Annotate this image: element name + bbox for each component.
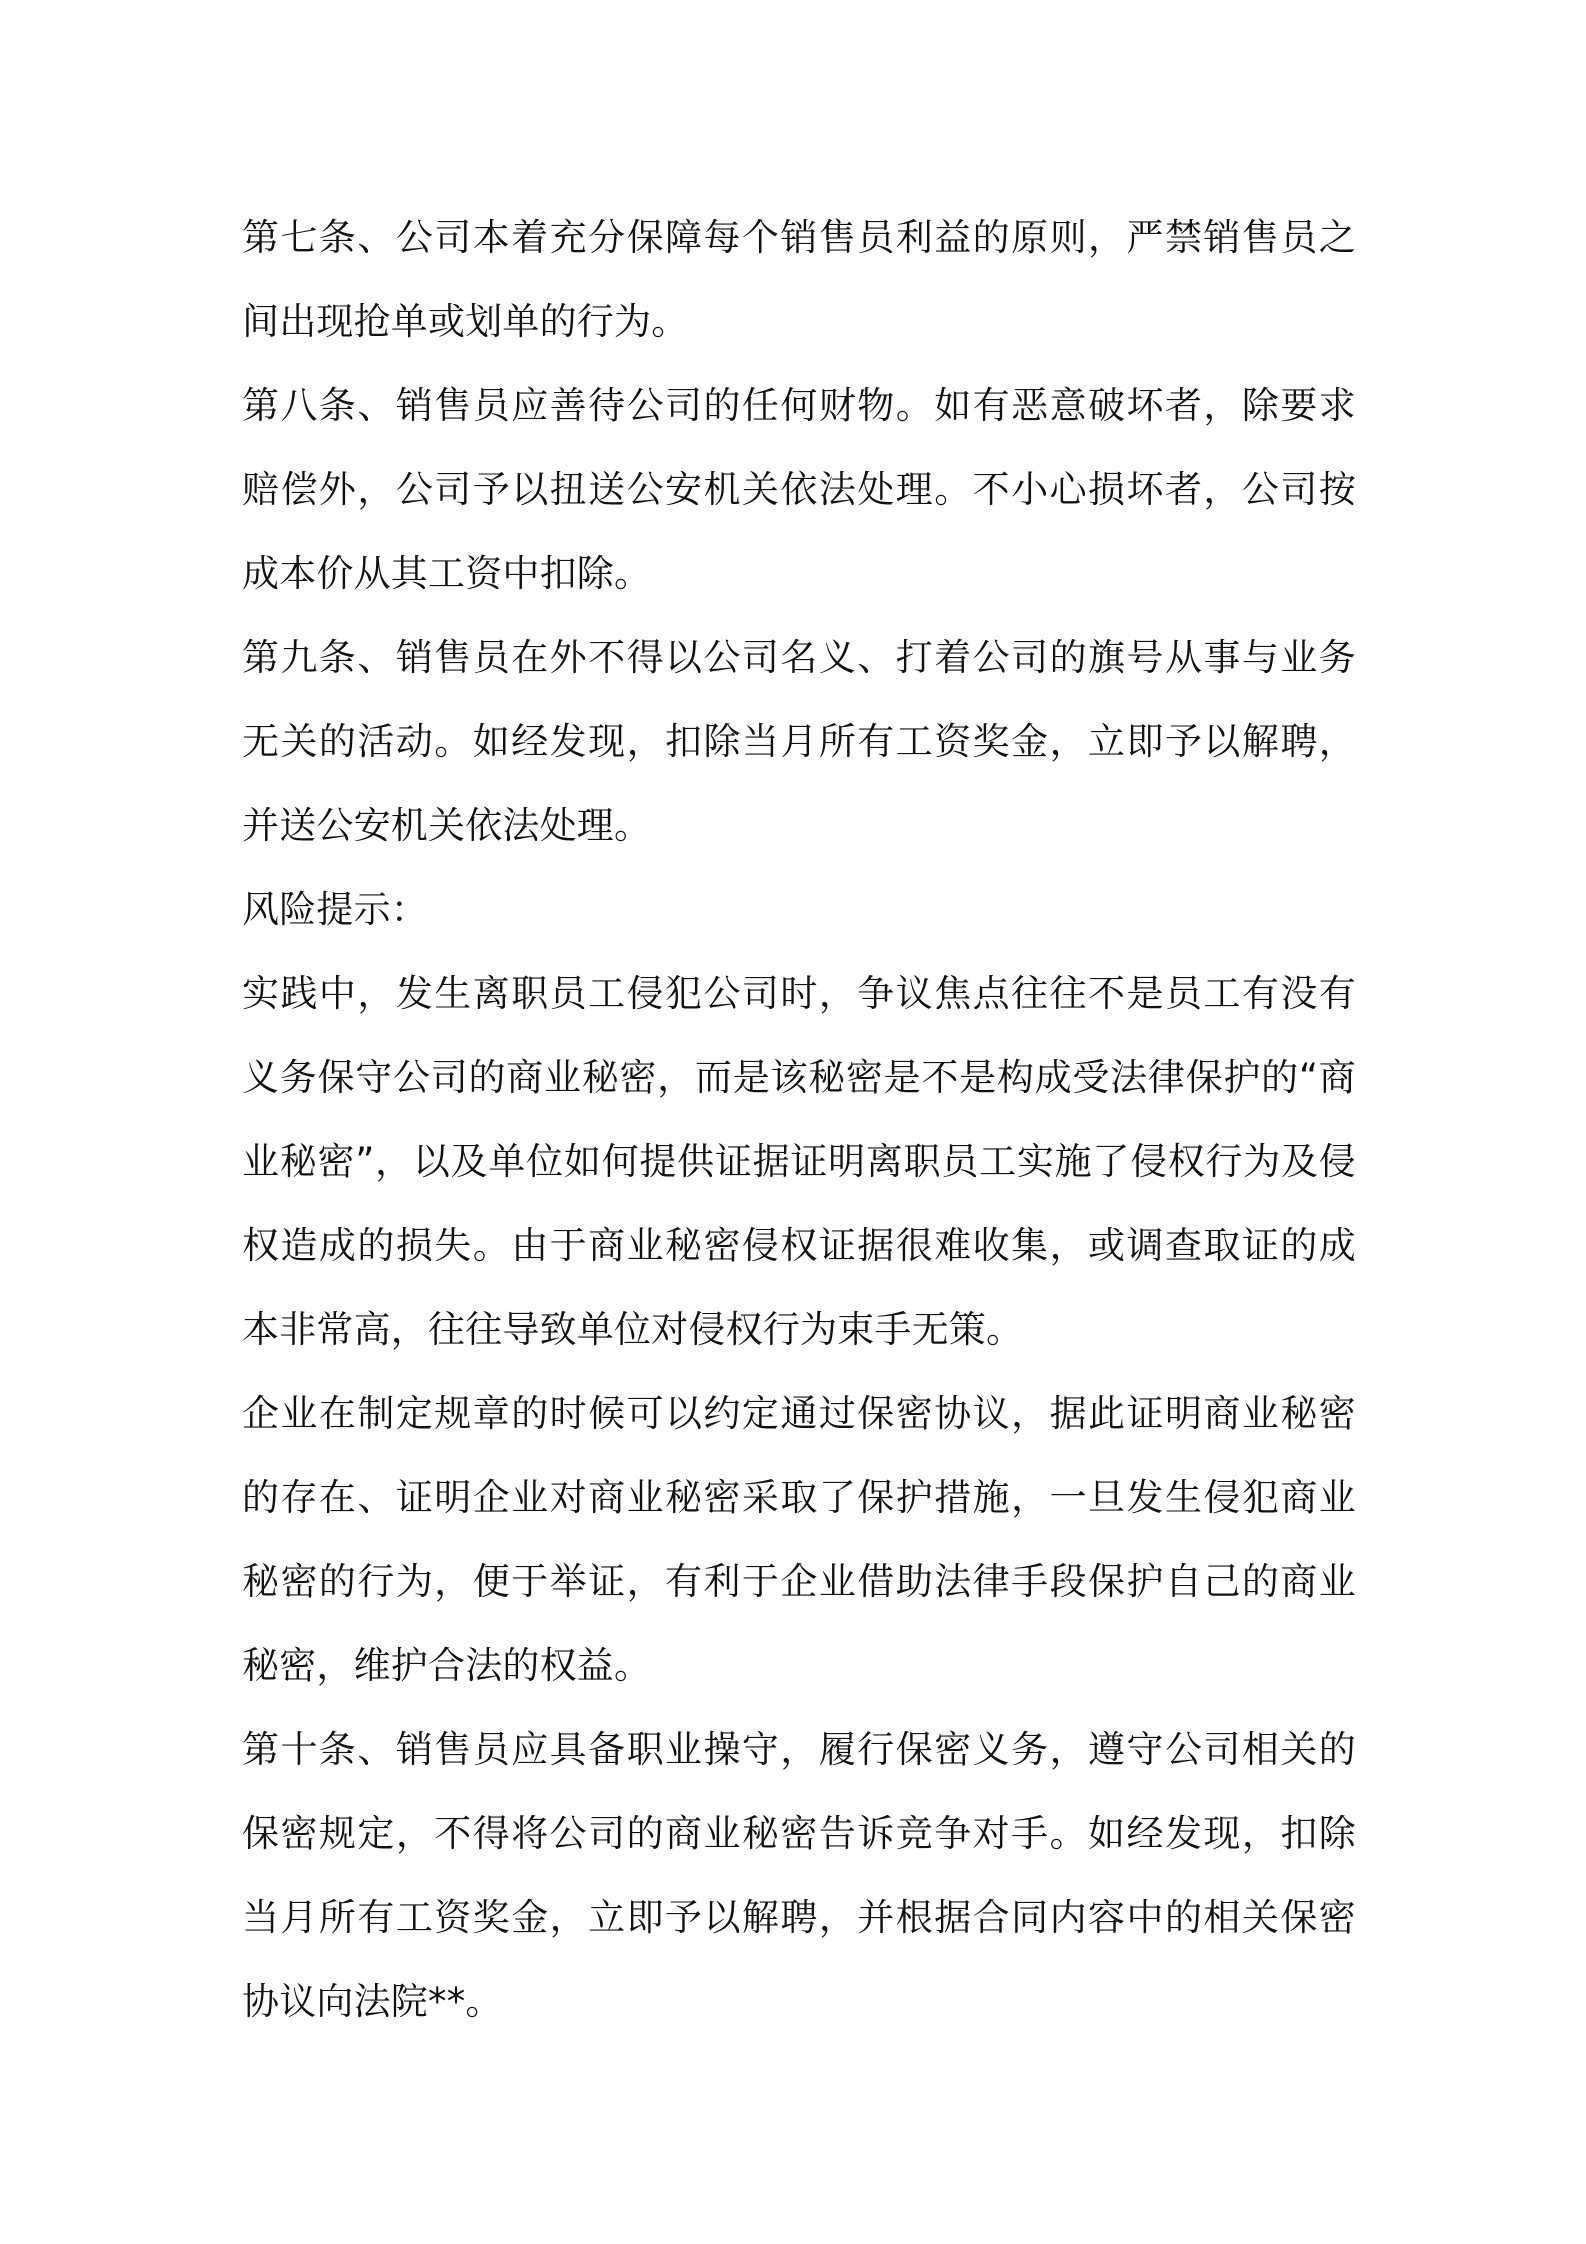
risk-notice-heading: 风险提示： bbox=[242, 888, 428, 931]
article-9-paragraph: 第九条、销售员在外不得以公司名义、打着公司的旗号从事与业务无关的活动。如经发现，扣除当月所有工资奖金，立即予以解聘，并送公安机关依法处理。 bbox=[242, 636, 1356, 847]
article-7-paragraph: 第七条、公司本着充分保障每个销售员利益的原则，严禁销售员之间出现抢单或划单的行为。 bbox=[242, 216, 1356, 343]
risk-notice-paragraph-1: 实践中，发生离职员工侵犯公司时，争议焦点往往不是员工有没有义务保守公司的商业秘密，而是该秘密是不是构成受法律保护的“商业秘密”，以及单位如何提供证据证明离职员工实施了侵权行为及侵权造成的损失。由于商业秘密侵权证据很难收集，或调查取证的成本非常高，往往导致单位对侵权行为束手无策。 bbox=[242, 972, 1356, 1351]
risk-notice-paragraph-2: 企业在制定规章的时候可以约定通过保密协议，据此证明商业秘密的存在、证明企业对商业秘密采取了保护措施，一旦发生侵犯商业秘密的行为，便于举证，有利于企业借助法律手段保护自己的商业秘密，维护合法的权益。 bbox=[242, 1392, 1356, 1687]
article-8-paragraph: 第八条、销售员应善待公司的任何财物。如有恶意破坏者，除要求赔偿外，公司予以扭送公安机关依法处理。不小心损坏者，公司按成本价从其工资中扣除。 bbox=[242, 384, 1356, 595]
document-body bbox=[242, 196, 1356, 2044]
article-10-paragraph: 第十条、销售员应具备职业操守，履行保密义务，遵守公司相关的保密规定，不得将公司的商业秘密告诉竞争对手。如经发现，扣除当月所有工资奖金，立即予以解聘，并根据合同内容中的相关保密协议向法院**。 bbox=[242, 1728, 1356, 2023]
